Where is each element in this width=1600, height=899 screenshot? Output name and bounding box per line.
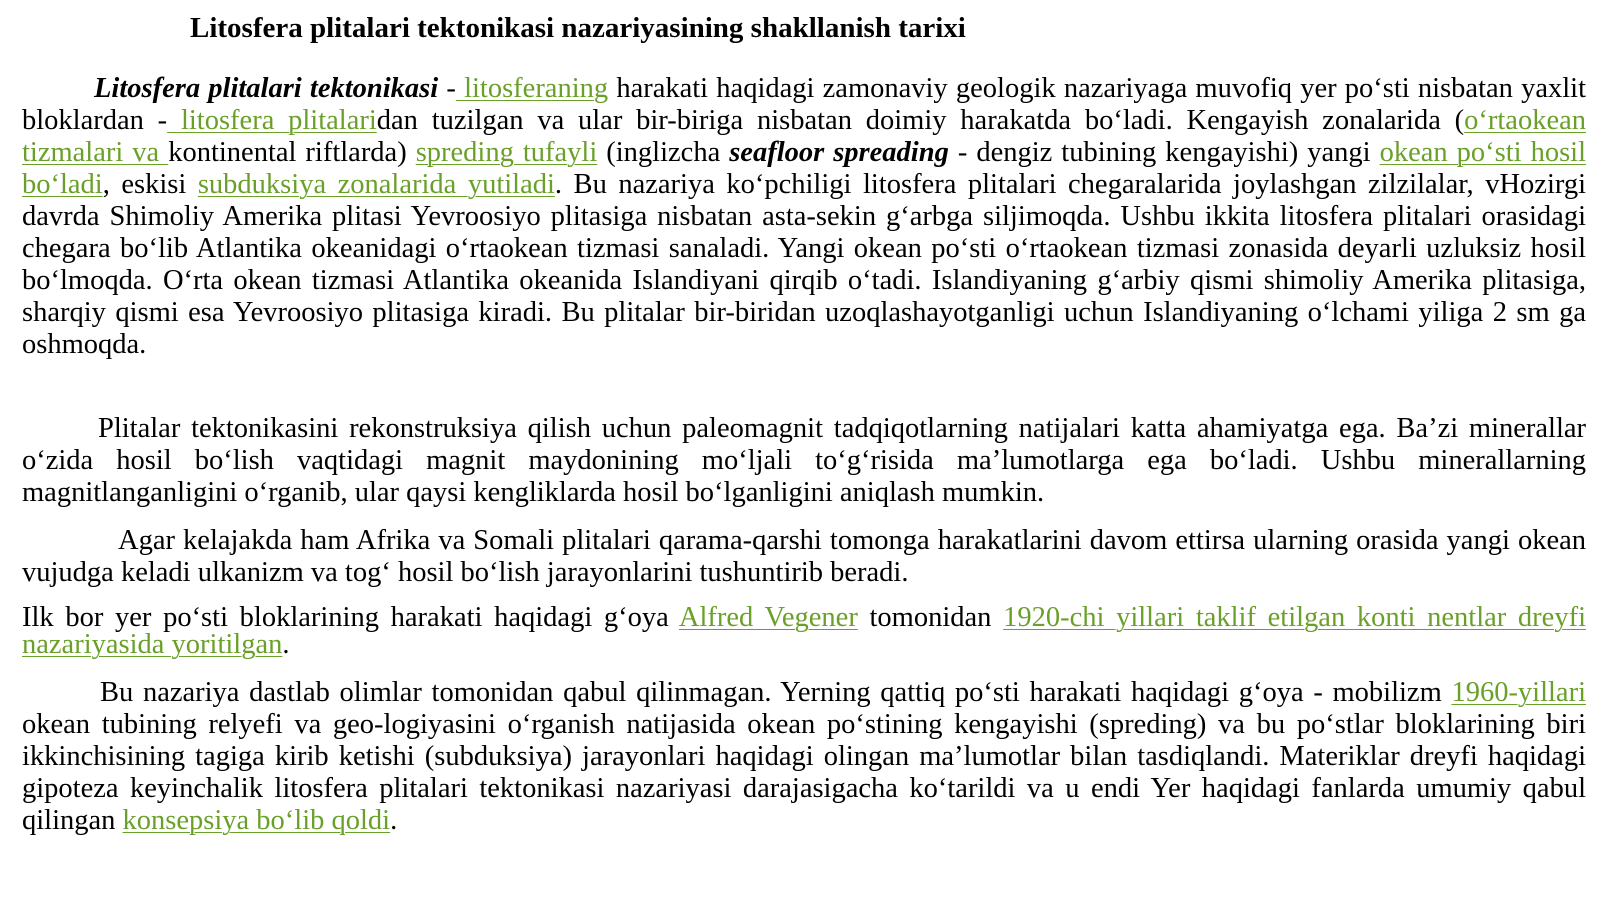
text-run: . bbox=[282, 629, 290, 660]
paragraph-lithosphere-definition bbox=[22, 73, 1586, 361]
link-1960-yillari[interactable]: 1960-yillari bbox=[1451, 677, 1586, 708]
text-run: - bbox=[438, 73, 456, 104]
text-run: Bu nazariya dastlab olimlar tomonidan qabul qilinmagan. Yerning qattiq po‘sti harakati haqidagi g‘oya - mobilizm bbox=[100, 677, 1452, 708]
text-run: kontinental riftlarda) bbox=[168, 137, 416, 168]
link-continental-drift[interactable]: 1920-chi yillari taklif etilgan konti nentlar dreyfi nazariyasida yoritilgan bbox=[22, 602, 1586, 660]
term-plate-tectonics: Litosfera plitalari tektonikasi bbox=[94, 73, 439, 104]
text-run: tomonidan bbox=[857, 602, 1004, 633]
link-spreding-tufayli[interactable]: spreding tufayli bbox=[415, 137, 598, 168]
link-subduksiya[interactable]: subduksiya zonalarida yutiladi bbox=[197, 169, 555, 200]
text-run: harakati haqidagi zamonaviy geologik nazariyaga muvofiq yer po‘sti nisbatan yaxlit bloklardan - bbox=[22, 73, 1587, 136]
text-run: - dengiz tubining kengayishi) yangi bbox=[948, 137, 1380, 168]
text-run: . Bu nazariya ko‘pchiligi litosfera plitalari chegaralarida joylashgan zilzilalar, vHozirgi davrda Shimoliy Amerika plitasi Yevroosiyo plitasiga nisbatan asta-sekin g‘arbga siljimoqda. Ushbu ikkita litosfera plitalari orasidagi chegara bo‘lib Atlantika okeanidagi o‘rtaokean tizmasi sanaladi. Yangi okean po‘sti o‘rtaokean tizmasi zonasida deyarli uzluksiz hosil bo‘lmoqda. O‘rta okean tizmasi Atlantika okeanida Islandiyani qirqib o‘tadi. Islandiyaning g‘arbiy qismi shimoliy Amerika plitasiga, sharqiy qismi esa Yevroosiyo plitasiga kiradi. Bu plitalar bir-biridan uzoqlashayotganligi uchun Islandiyaning o‘lchami yiliga 2 sm ga oshmoqda. bbox=[22, 169, 1587, 360]
text-run: okean tubining relyefi va geo-logiyasini o‘rganish natijasida okean po‘stining kengayishi (spreding) va bu po‘stlar bloklarining biri ikkinchisining tagiga kirib ketishi (subduksiya) jarayonlari haqidagi olingan ma’lumotlar bilan tasdiqlandi. Materiklar dreyfi haqidagi gipoteza keyinchalik litosfera plitalari tektonikasi nazariyasi darajasigacha ko‘tarildi va u endi Yer haqidagi fanlarda umumiy qabul qilingan bbox=[22, 709, 1586, 836]
text-run: dan tuzilgan va ular bir-biriga nisbatan doimiy harakatda bo‘ladi. Kengayish zonalarida ( bbox=[376, 105, 1465, 136]
link-alfred-vegener[interactable]: Alfred Vegener bbox=[678, 602, 858, 633]
link-litosfera-plitalari[interactable]: litosfera plitalari bbox=[167, 105, 377, 136]
page-title: Litosfera plitalari tektonikasi nazariyasining shakllanish tarixi bbox=[190, 12, 966, 44]
link-litosferaning[interactable]: litosferaning bbox=[455, 73, 609, 104]
paragraph-paleomagnetism: Plitalar tektonikasini rekonstruksiya qilish uchun paleomagnit tadqiqotlarning natijalari katta ahamiyatga ega. Ba’zi minerallar o‘zida hosil bo‘lish vaqtidagi magnit maydonining mo‘ljali to‘g‘risida ma’lumotlarga ega bo‘ladi. Ushbu minerallarning magnitlanganligini o‘rganib, ular qaysi kengliklarda hosil bo‘lganligini aniqlash mumkin. bbox=[22, 413, 1586, 508]
link-konsepsiya[interactable]: konsepsiya bo‘lib qoldi bbox=[122, 805, 391, 836]
paragraph-africa-somali: Agar kelajakda ham Afrika va Somali plitalari qarama-qarshi tomonga harakatlarini davom ettirsa ularning orasida yangi okean vujudga keladi ulkanizm va tog‘ hosil bo‘lish jarayonlarini tushuntirib beradi. bbox=[22, 525, 1586, 588]
text-run: (inglizcha bbox=[597, 137, 730, 168]
paragraph-wegener bbox=[22, 604, 1586, 658]
term-seafloor-spreading: seafloor spreading bbox=[729, 137, 949, 168]
text-run: Ilk bor yer po‘sti bloklarining harakati haqidagi g‘oya bbox=[22, 602, 679, 633]
paragraph-mobilism bbox=[22, 677, 1586, 837]
link-ortaokean-tizmalari[interactable]: o‘rtaokean tizmalari va bbox=[22, 105, 1586, 168]
text-run: , eskisi bbox=[102, 169, 198, 200]
link-okean-posti[interactable]: okean po‘sti hosil bo‘ladi bbox=[22, 137, 1587, 200]
text-run: . bbox=[390, 805, 398, 836]
